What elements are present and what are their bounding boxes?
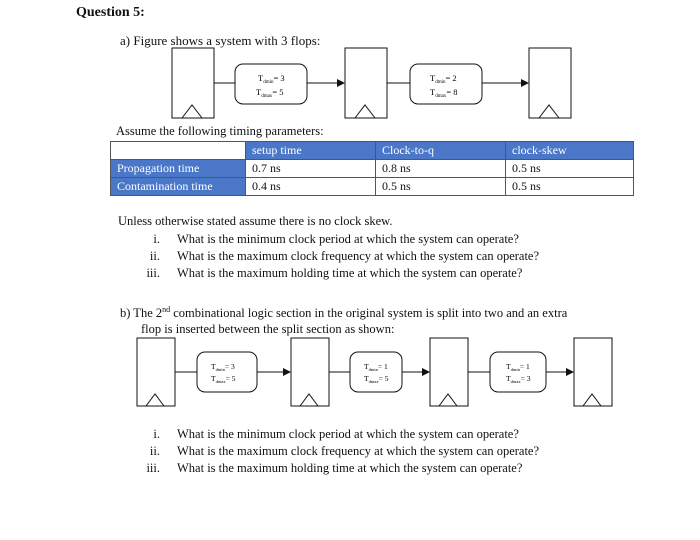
block-a1-line2: $T_{dmax}= 5$ — [256, 87, 284, 99]
flop-b1 — [137, 338, 175, 406]
table-row — [111, 178, 634, 196]
question-number: iii. — [146, 461, 160, 475]
block-a2-line2: $T_{dmax}= 8$ — [430, 87, 458, 99]
part-b-intro: b) The 2nd combinational logic section in the original system is split into two and an extra — [120, 305, 568, 321]
question-number: i. — [153, 232, 160, 246]
block-a1-line1: $T_{dmin}= 3$ — [258, 73, 285, 85]
block-b1-line2: $T_{dmax}= 5$ — [211, 374, 236, 384]
table-cell: 0.8 ns — [376, 160, 506, 178]
table-cell: 0.5 ns — [376, 178, 506, 196]
table-cell: 0.7 ns — [246, 160, 376, 178]
timing-parameters-table — [110, 141, 634, 196]
table-row-label: Contamination time — [111, 178, 246, 196]
table-header-row — [111, 142, 634, 160]
question-number: i. — [153, 427, 160, 441]
table-cell: 0.4 ns — [246, 178, 376, 196]
table-header-cell: Clock-to-q — [376, 142, 506, 160]
logic-block-b2 — [350, 352, 402, 392]
part-a-intro: a) Figure shows a system with 3 flops: — [120, 33, 321, 48]
block-a2-line1: $T_{dmin}= 2$ — [430, 73, 457, 85]
question-number: iii. — [146, 266, 160, 280]
question-text: What is the minimum clock period at which the system can operate? — [177, 427, 519, 441]
logic-block-a1 — [235, 64, 307, 104]
flop-b2 — [291, 338, 329, 406]
assume-text: Assume the following timing parameters: — [116, 124, 324, 138]
question-number: ii. — [149, 249, 160, 263]
logic-block-a2 — [410, 64, 482, 104]
no-skew-note: Unless otherwise stated assume there is no clock skew. — [118, 214, 393, 228]
block-b1-line1: $T_{dmin}= 3$ — [211, 362, 235, 372]
part-b-intro-line2: flop is inserted between the split section as shown: — [141, 322, 395, 336]
question-text: What is the maximum clock frequency at which the system can operate? — [177, 444, 540, 458]
question-number: ii. — [149, 444, 160, 458]
table-row — [111, 160, 634, 178]
block-b2-line2: $T_{dmax}= 5$ — [364, 374, 389, 384]
flop-b4 — [574, 338, 612, 406]
flop-3 — [529, 48, 571, 118]
flop-1 — [172, 48, 214, 118]
table-header-cell — [111, 142, 246, 160]
logic-block-b3 — [490, 352, 546, 392]
block-b3-line1: $T_{dmin}= 1$ — [506, 362, 530, 372]
table-header-cell: setup time — [246, 142, 376, 160]
block-b3-line2: $T_{dmax}= 3$ — [506, 374, 531, 384]
question-text: What is the maximum holding time at which the system can operate? — [177, 461, 523, 475]
table-cell: 0.5 ns — [506, 178, 634, 196]
table-cell: 0.5 ns — [506, 160, 634, 178]
question-title: Question 5: — [76, 5, 145, 20]
question-text: What is the maximum clock frequency at which the system can operate? — [177, 249, 540, 263]
question-text: What is the maximum holding time at which the system can operate? — [177, 266, 523, 280]
table-row-label: Propagation time — [111, 160, 246, 178]
logic-block-b1 — [197, 352, 257, 392]
flop-2 — [345, 48, 387, 118]
question-text: What is the minimum clock period at which the system can operate? — [177, 232, 519, 246]
table-header-cell: clock-skew — [506, 142, 634, 160]
block-b2-line1: $T_{dmin}= 1$ — [364, 362, 388, 372]
flop-b3 — [430, 338, 468, 406]
